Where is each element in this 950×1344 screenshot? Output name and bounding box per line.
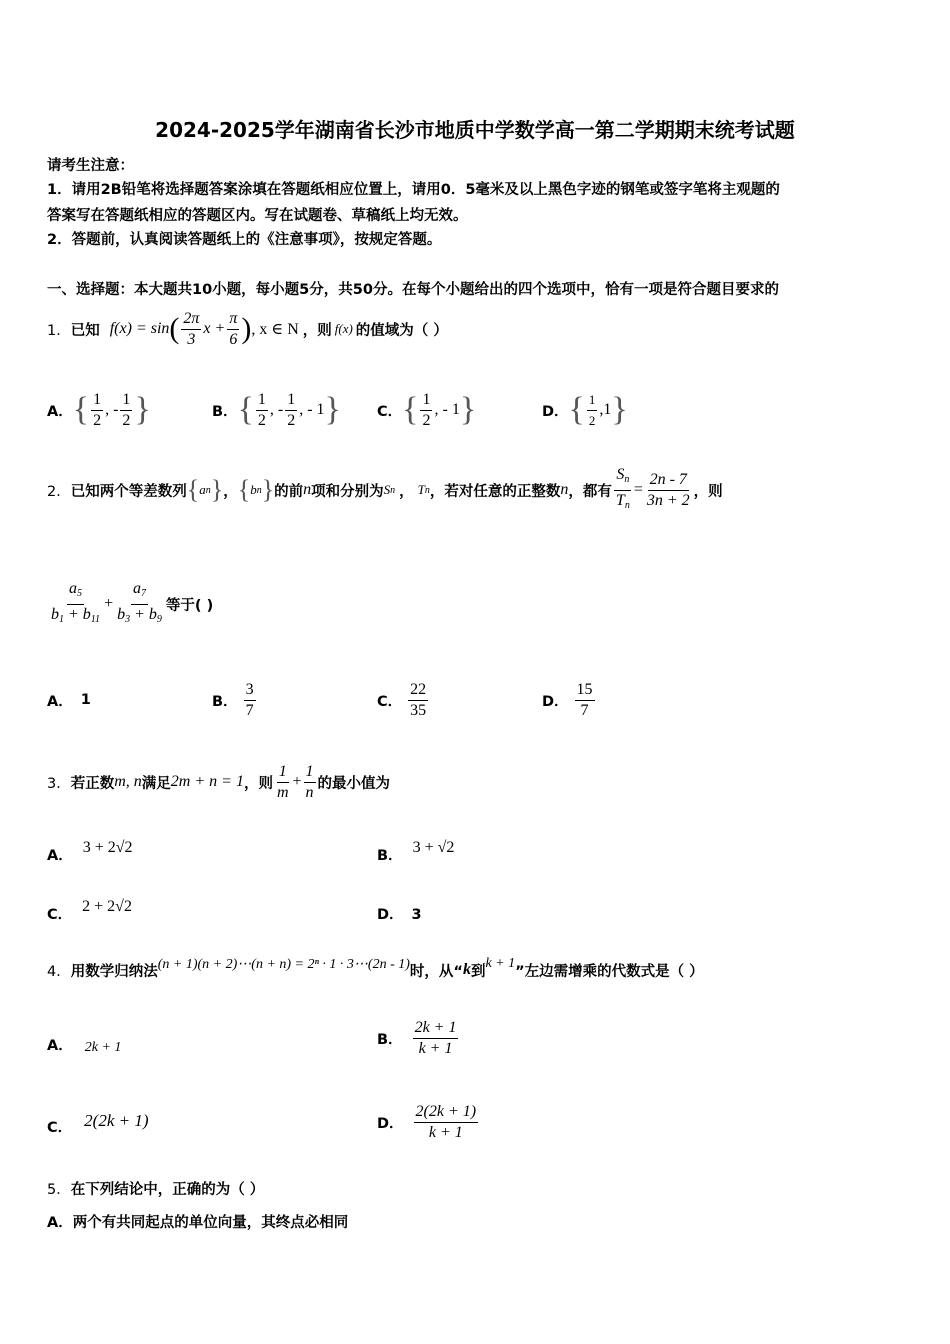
q2-mid2: 项和分别为 [311,483,384,500]
q1-pre: 已知 [70,322,100,339]
q1-paren-close: ) [241,312,252,345]
q3-option-d-text: 3 [411,907,422,923]
question-1-stem [47,305,448,353]
q2-seq-b-sub: n [256,484,262,496]
q5-option-a[interactable]: A．两个有共同起点的单位向量，其终点必相同 [47,1215,349,1231]
q1-fx2: f(x) [334,321,353,336]
q1-option-b-label: B． [212,403,238,420]
q4-option-c-text: 2(2k + 1) [84,1110,149,1130]
page-title: 2024-2025学年湖南省长沙市地质中学数学高一第二学期期末统考试题 [155,118,795,142]
notice-line-2: 答案写在答题纸相应的答题区内。写在试题卷、草稿纸上均无效。 [47,208,468,224]
q3-mid: 满足 [141,775,171,792]
q2-n-2: n [560,481,569,498]
q1-option-d-label: D． [542,403,569,420]
q3-post: 的最小值为 [317,775,391,792]
q2-seq-a: a [199,482,206,497]
q3-option-d-label: D． [377,907,404,923]
q3-option-d[interactable] [377,903,422,924]
question-3-stem: 3． 若正数 m, n 满足 2m + n = 1 ，则 $\frac{1}{m}$ + $\frac{1}{n}$ 的最小值为 [47,762,391,801]
q4-mid: 时，从“ [409,963,463,980]
q2-option-b-label: B． [212,693,238,710]
q1-frac-2: $\frac{\pi}{6}$ [229,309,238,348]
q1-post2: 的值域为（ ） [355,322,448,339]
q4-option-a-label: A． [47,1038,73,1054]
q3-option-b[interactable] [377,836,455,864]
q1-fx: f(x) = sin [109,320,170,337]
q3-option-b-label: B． [377,848,403,864]
q4-option-b[interactable]: B． $\frac{2k + 1}{k + 1}$ [377,1018,457,1057]
q1-option-c[interactable]: C． { $\frac{1}{2}$ , - 1 } [377,390,477,429]
q2-option-b[interactable]: B． $\frac{3}{7}$ [212,680,254,719]
q3-option-c-label: C． [47,907,73,923]
q2-ratio-left: $\frac{S_n}{T_n}$ [615,465,630,511]
q4-formula: (n + 1)(n + 2)⋯(n + n) = 2ⁿ · 1 · 3⋯(2n - 1) [157,956,410,972]
q4-option-b-label: B． [377,1031,403,1048]
q2-mid3: ，若对任意的正整数 [429,483,561,500]
q4-pre: 用数学归纳法 [70,963,158,980]
q4-post: ”左边需增乘的代数式是（ ） [515,963,704,980]
q1-frac-1: $\frac{2\pi}{3}$ [183,309,200,348]
q3-pre: 若正数 [70,775,115,792]
q1-cond: , x ∈ N [251,321,299,338]
q2-T-sub: n [424,484,430,496]
q2-mid4: ，都有 [568,483,612,500]
q3-option-c-text: 2 + 2√2 [82,898,132,915]
q2-option-a[interactable] [47,676,91,724]
q2-expr-frac-1: $\frac{a_5}{b_1 + b_{11}}$ [51,579,101,625]
q3-option-a-text: 3 + 2√2 [82,839,133,856]
q4-option-a[interactable] [47,1034,121,1055]
notice-line-1: 1．请用2B铅笔将选择题答案涂填在答题纸相应位置上，请用0．5毫米及以上黑色字迹的钢笔或签字笔将主观题的 [47,182,780,198]
q3-option-b-text: 3 + √2 [412,839,455,856]
q2-S-sub: n [390,484,396,496]
q1-option-d[interactable]: D． { $\frac{1}{2}$ ,1 } [542,391,628,428]
q2-pre: 已知两个等差数列 [70,483,187,500]
notice-heading: 请考生注意： [47,158,134,174]
q4-k: k [462,961,471,978]
q1-mid: x + [203,320,226,337]
q3-frac-1: $\frac{1}{m}$ [276,762,289,801]
q2-option-a-label: A． [47,693,73,710]
q1-paren-open: ( [169,312,180,345]
q2-S: S [383,482,391,497]
q4-option-a-text: 2k + 1 [84,1039,122,1055]
q3-number: 3． [47,775,71,792]
q2-option-d[interactable]: D． $\frac{15}{7}$ [542,680,593,719]
q2-sep-2: ， [399,483,414,500]
q1-option-b[interactable]: B． { $\frac{1}{2}$ , - $\frac{1}{2}$ , - 1 } [212,390,341,429]
q2-equals: 等于( ) [165,597,214,614]
q2-expr-frac-2: $\frac{a_7}{b_3 + b_9}$ [117,579,162,625]
q1-option-a[interactable]: A． { $\frac{1}{2}$ , - $\frac{1}{2}$ } [47,390,151,429]
q3-mid2: ，则 [243,775,273,792]
section-1-heading: 一、选择题：本大题共10小题，每小题5分，共50分。在每个小题给出的四个选项中，恰有一项是符合题目要求的 [47,282,779,298]
q2-n: n [303,481,312,498]
q3-option-c[interactable] [47,895,132,923]
q2-T: T [417,482,425,497]
question-5-stem [47,1178,264,1199]
q2-option-d-label: D． [542,693,569,710]
q2-option-c[interactable]: C． $\frac{22}{35}$ [377,680,427,719]
q4-to: 到 [470,963,486,980]
q4-option-c-label: C． [47,1120,73,1136]
q2-option-a-text: 1 [80,692,91,708]
question-2-stem: 2． 已知两个等差数列 { a n } ， { b n } 的前 n 项和分别为 S n ， T n ，若对任意的正整数 n ，都有 $\frac{S_n}{T_n}$ = $\frac{2n - 7}{3n + 2}$ ，则 [47,466,723,514]
q2-expression: $\frac{a_5}{b_1 + b_{11}}$ + $\frac{a_7}{b_3 + b_9}$ 等于( ) [47,580,213,628]
q3-cond: 2m + n = 1 [170,773,244,790]
q2-sep: ， [223,483,238,500]
q4-option-c[interactable] [47,1110,149,1136]
notice-line-3: 2．答题前，认真阅读答题纸上的《注意事项》，按规定答题。 [47,232,442,248]
q2-ratio-right: $\frac{2n - 7}{3n + 2}$ [646,470,690,509]
q3-frac-2: $\frac{1}{n}$ [305,762,314,801]
q2-option-c-label: C． [377,693,403,710]
q1-number: 1． [47,322,71,339]
q5-text: 在下列结论中，正确的为（ ） [70,1182,265,1198]
q1-option-c-label: C． [377,403,403,420]
question-4-stem [47,954,704,986]
q3-option-a[interactable] [47,836,133,864]
q2-number: 2． [47,483,71,500]
q5-number: 5． [47,1182,71,1198]
q1-post1: ，则 [302,322,332,339]
q2-seq-b: b [250,482,257,497]
q4-k1: k + 1 [485,956,516,971]
q2-seq-a-sub: n [205,484,211,496]
q2-post: ，则 [693,483,723,500]
q1-option-a-label: A． [47,403,73,420]
q4-option-d[interactable]: D． $\frac{2(2k + 1)}{k + 1}$ [377,1102,477,1141]
q3-vars: m, n [114,773,142,790]
q2-mid1: 的前 [274,483,304,500]
q4-number: 4． [47,963,71,980]
q4-option-d-label: D． [377,1115,404,1132]
q3-option-a-label: A． [47,848,73,864]
